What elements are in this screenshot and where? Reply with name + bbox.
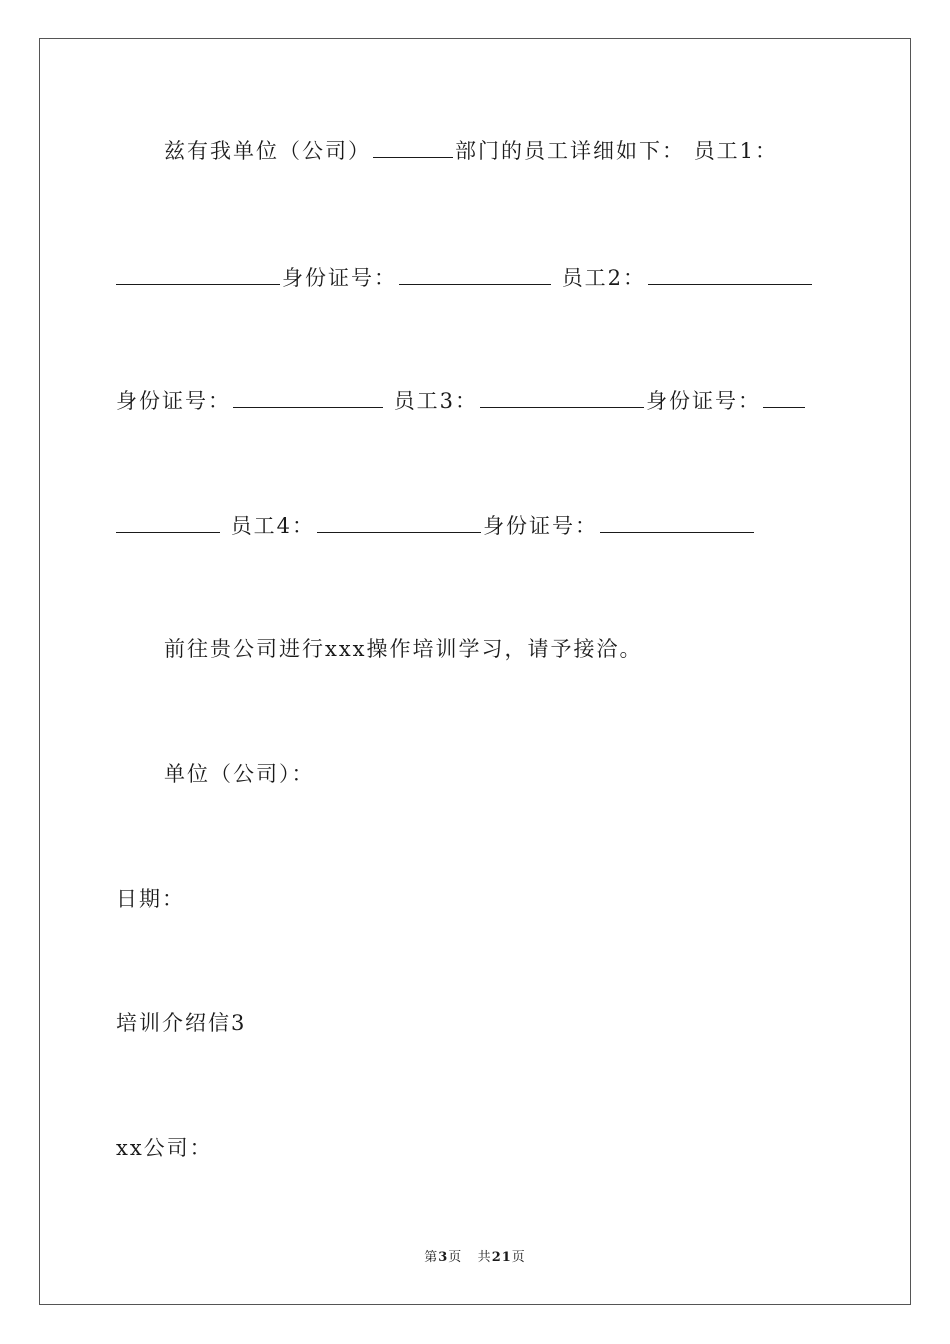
letter-line-3	[116, 385, 836, 416]
letter-line-1	[164, 135, 884, 166]
employee-1-id-blank[interactable]	[399, 262, 551, 285]
employee-2-name-blank[interactable]	[648, 262, 812, 285]
employee-1-name-blank[interactable]	[116, 262, 280, 285]
id-number-label-2: 身份证号：	[116, 389, 231, 413]
training-paragraph: 前往贵公司进行xxx操作培训学习，请予接洽。	[164, 637, 643, 661]
unit-label: 单位（公司）：	[164, 762, 315, 786]
employee-2-label: 员工2：	[561, 266, 647, 290]
date-label: 日期：	[116, 887, 185, 911]
employee-4-name-blank[interactable]	[317, 510, 481, 533]
employee-3-id-blank-end[interactable]	[116, 510, 220, 533]
id-number-label-1: 身份证号：	[282, 266, 397, 290]
intro-text: 兹有我单位（公司）	[164, 139, 371, 163]
employee-4-label: 员工4：	[230, 514, 316, 538]
employee-2-id-blank[interactable]	[233, 385, 383, 408]
employee-3-id-blank-start[interactable]	[763, 385, 805, 408]
page-number: 3	[438, 1250, 449, 1265]
total-prefix: 共	[477, 1250, 492, 1265]
page-prefix: 第	[424, 1250, 439, 1265]
page-suffix: 页	[448, 1250, 463, 1265]
employee-3-label: 员工3：	[393, 389, 479, 413]
letter-line-4	[116, 510, 836, 541]
section-title: 培训介绍信3	[116, 1011, 247, 1035]
department-text: 部门的员工详细如下：	[455, 139, 685, 163]
department-blank[interactable]	[373, 135, 453, 158]
total-suffix: 页	[511, 1250, 526, 1265]
id-number-label-3: 身份证号：	[646, 389, 762, 413]
letter-line-2	[116, 262, 836, 293]
employee-3-name-blank[interactable]	[480, 385, 644, 408]
employee-1-label: 员工1：	[693, 139, 779, 163]
page-border	[39, 38, 911, 1305]
id-number-label-4: 身份证号：	[483, 514, 599, 538]
employee-4-id-blank[interactable]	[600, 510, 754, 533]
addressee: xx公司：	[116, 1136, 213, 1160]
page-footer	[0, 1246, 950, 1265]
total-pages: 21	[491, 1250, 512, 1265]
